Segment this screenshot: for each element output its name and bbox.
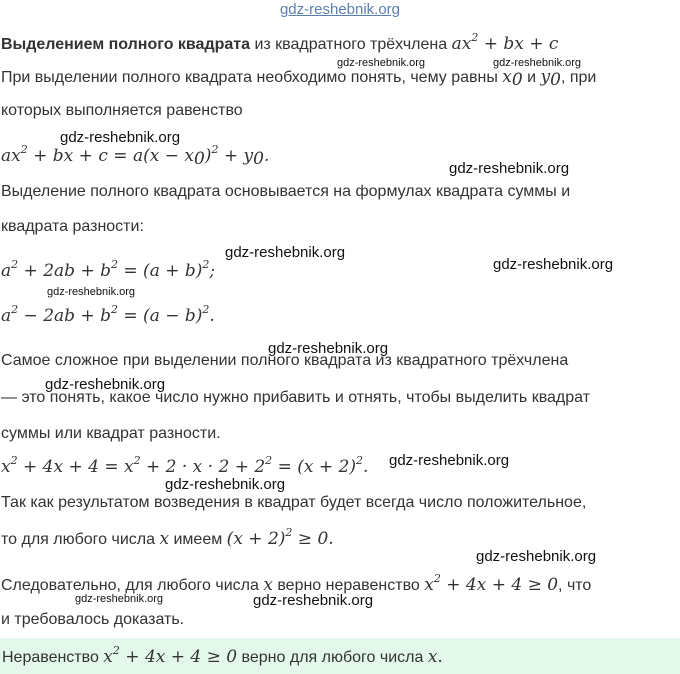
conclusion-text: Неравенство (2, 649, 104, 666)
x-variable-3: x (427, 647, 438, 667)
watermark: gdz-reshebnik.org (253, 592, 374, 609)
x0-symbol: $x_0$ (502, 67, 523, 90)
watermark: gdz-reshebnik.org (476, 548, 597, 565)
sum-square-formula: $a^2 + 2ab + b^2 = (a + b)^2$; (1, 258, 216, 281)
diff-square-formula: $a^2 - 2ab + b^2 = (a - b)^2$. (1, 303, 215, 326)
have-text: имеем (169, 531, 227, 548)
watermark-small: gdz-reshebnik.org (337, 57, 426, 69)
conclusion-tail: верно для любого числа (237, 649, 428, 666)
watermark-small: gdz-reshebnik.org (493, 57, 582, 69)
vertex-form-formula: $ax^2$ + bx + $c = a(x - x_0)^2 + y_0$. (1, 143, 270, 169)
x0-y0-line (1, 66, 678, 89)
watermark-small: gdz-reshebnik.org (75, 593, 164, 605)
consequently-text: Следовательно, для любого числа (1, 577, 264, 594)
intro-bold: Выделением полного квадрата (1, 36, 250, 53)
watermark: gdz-reshebnik.org (389, 452, 510, 469)
positive-note: Так как результатом возведения в квадрат будет всегда число положительное, (1, 494, 587, 511)
watermark: gdz-reshebnik.org (45, 376, 166, 393)
watermark: gdz-reshebnik.org (268, 340, 389, 357)
formulas-intro: Выделение полного квадрата основывается на формулах квадрата суммы и (1, 183, 571, 200)
formulas-intro-cont: квадрата разности: (1, 218, 144, 235)
consequently-tail: , что (558, 577, 592, 594)
inequality-formula: $x^2 + 4x + 4 \ge 0$ (424, 572, 559, 595)
example-formula: $x^2 + 4x + 4 = x^2 + 2 \cdot x \cdot 2 + 2^2 = (x + 2)^2$. (1, 454, 369, 477)
any-number-text: то для любого числа (1, 531, 160, 548)
watermark: gdz-reshebnik.org (449, 160, 570, 177)
y0-symbol: $y_0$ (540, 67, 561, 90)
watermark: gdz-reshebnik.org (165, 476, 286, 493)
top-watermark[interactable]: gdz-reshebnik.org (279, 1, 401, 18)
equality-intro: которых выполняется равенство (1, 102, 243, 119)
square-nonneg-formula: $(x + 2)^2 \ge 0$. (226, 526, 334, 549)
trinomial-formula: $ax^2$ + bx + c (451, 31, 559, 54)
inequality-text: верно неравенство (272, 577, 425, 594)
final-inequality: $x^2 + 4x + 4 \ge 0$ (103, 644, 238, 667)
watermark: gdz-reshebnik.org (225, 244, 346, 261)
x-variable: x (159, 529, 170, 549)
watermark: gdz-reshebnik.org (60, 129, 181, 146)
watermark-small: gdz-reshebnik.org (47, 286, 136, 298)
conclusion-line: Неравенство $x^2 + 4x + 4 \ge 0$ верно для любого числа x. (2, 644, 443, 667)
hardest-part-line1: Самое сложное при выделении полного квадрата из квадратного трёхчлена (1, 352, 569, 369)
hardest-part-line2: — это понять, какое число нужно прибавить и отнять, чтобы выделить квадрат (1, 389, 591, 406)
and-text: и (522, 69, 541, 86)
x-variable-2: x (263, 575, 273, 595)
hardest-part-line3: суммы или квадрат разности. (1, 425, 221, 442)
watermark: gdz-reshebnik.org (493, 256, 614, 273)
x0-y0-tail: , при (560, 69, 597, 86)
intro-text: из квадратного трёхчлена (250, 36, 452, 53)
qed-line: и требовалось доказать. (1, 611, 185, 628)
x0-y0-text: При выделении полного квадрата необходимо понять, чему равны (1, 69, 503, 86)
intro-line (1, 33, 678, 56)
